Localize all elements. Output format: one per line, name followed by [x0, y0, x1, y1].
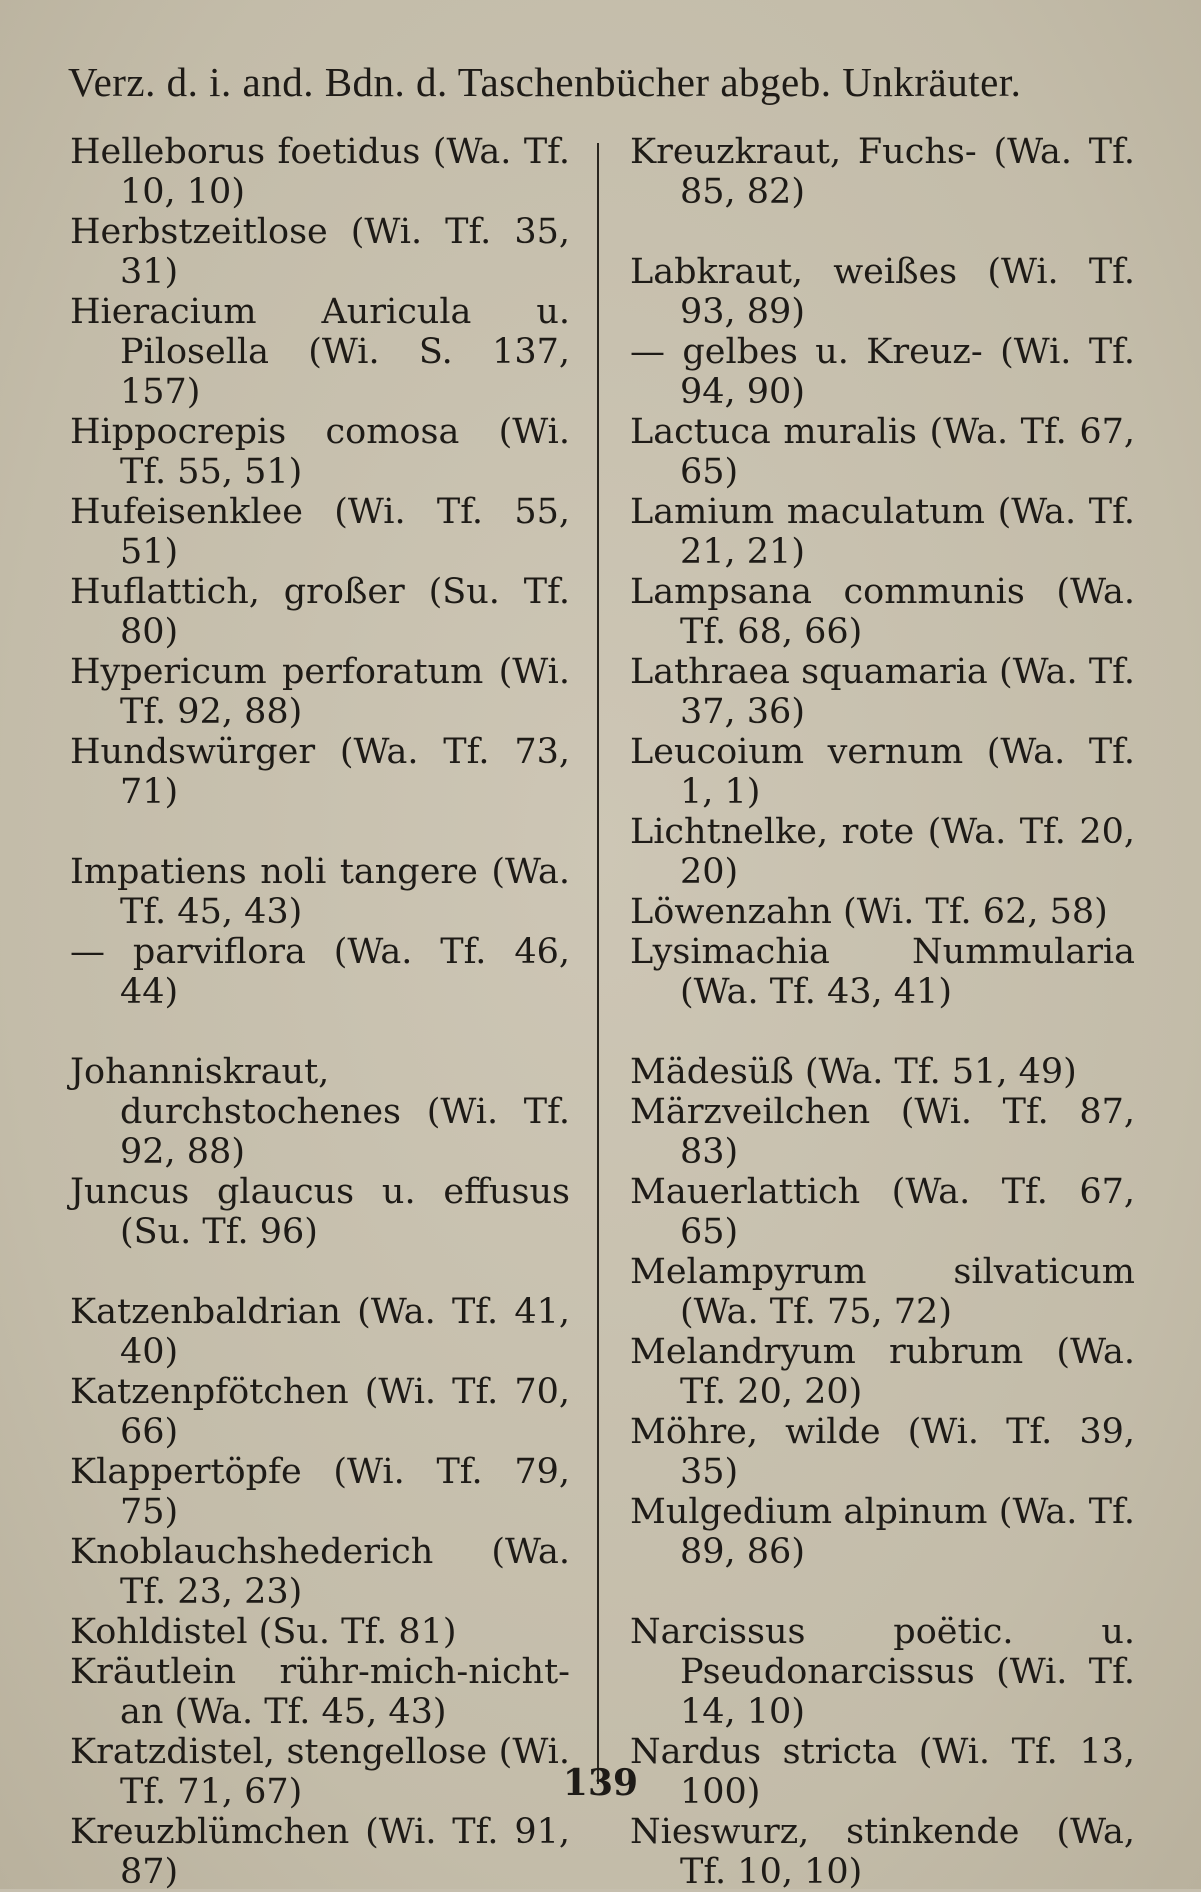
index-entry: — parviflora (Wa. Tf. 46, 44): [70, 932, 570, 1012]
index-entry: Märzveilchen (Wi. Tf. 87, 83): [630, 1092, 1135, 1172]
index-entry: Melampyrum silvaticum (Wa. Tf. 75, 72): [630, 1252, 1135, 1332]
index-entry: Mauerlattich (Wa. Tf. 67, 65): [630, 1172, 1135, 1252]
index-entry: Möhre, wilde (Wi. Tf. 39, 35): [630, 1412, 1135, 1492]
index-entry: Lactuca muralis (Wa. Tf. 67, 65): [630, 412, 1135, 492]
index-entry: Kräutlein rühr-mich-nicht-an (Wa. Tf. 45, 43): [70, 1652, 570, 1732]
index-entry: Lathraea squamaria (Wa. Tf. 37, 36): [630, 652, 1135, 732]
index-entry: Lysimachia Nummularia (Wa. Tf. 43, 41): [630, 932, 1135, 1012]
index-column-right: [630, 132, 1135, 1892]
index-entry: Lichtnelke, rote (Wa. Tf. 20, 20): [630, 812, 1135, 892]
index-entry: Katzenbaldrian (Wa. Tf. 41, 40): [70, 1292, 570, 1372]
index-column-left: [70, 132, 570, 1892]
index-entry: Mädesüß (Wa. Tf. 51, 49): [630, 1052, 1077, 1092]
index-entry: Juncus glaucus u. effusus (Su. Tf. 96): [70, 1172, 570, 1252]
page-number: 139: [562, 1762, 639, 1804]
index-entry: — gelbes u. Kreuz- (Wi. Tf. 94, 90): [630, 332, 1135, 412]
index-entry: Knoblauchshederich (Wa. Tf. 23, 23): [70, 1532, 570, 1612]
index-entry: Kratzdistel, stengellose (Wi. Tf. 71, 67): [70, 1732, 570, 1812]
running-header: Verz. d. i. and. Bdn. d. Taschenbücher abgeb. Unkräuter.: [68, 59, 1022, 105]
index-entry: Löwenzahn (Wi. Tf. 62, 58): [630, 892, 1108, 932]
index-entry: Klappertöpfe (Wi. Tf. 79, 75): [70, 1452, 570, 1532]
index-entry: Nieswurz, stinkende (Wa, Tf. 10, 10): [630, 1812, 1135, 1892]
index-entry: Impatiens noli tangere (Wa. Tf. 45, 43): [70, 852, 570, 932]
index-entry: Hippocrepis comosa (Wi. Tf. 55, 51): [70, 412, 570, 492]
index-entry: Lampsana communis (Wa. Tf. 68, 66): [630, 572, 1135, 652]
index-entry: Lamium maculatum (Wa. Tf. 21, 21): [630, 492, 1135, 572]
index-entry: Kreuzkraut, Fuchs- (Wa. Tf. 85, 82): [630, 132, 1135, 212]
index-entry: Hieracium Auricula u. Pilosella (Wi. S. 137, 157): [70, 292, 570, 412]
index-entry: Narcissus poëtic. u. Pseudonarcissus (Wi. Tf. 14, 10): [630, 1612, 1135, 1732]
index-entry: Mulgedium alpinum (Wa. Tf. 89, 86): [630, 1492, 1135, 1572]
index-entry: Huflattich, großer (Su. Tf. 80): [70, 572, 570, 652]
index-entry: Johanniskraut, durchstochenes (Wi. Tf. 92, 88): [70, 1052, 570, 1172]
index-entry: Katzenpfötchen (Wi. Tf. 70, 66): [70, 1372, 570, 1452]
index-entry: Hypericum perforatum (Wi. Tf. 92, 88): [70, 652, 570, 732]
index-entry: Kohldistel (Su. Tf. 81): [70, 1612, 457, 1652]
index-entry: Leucoium vernum (Wa. Tf. 1, 1): [630, 732, 1135, 812]
index-entry: Helleborus foetidus (Wa. Tf. 10, 10): [70, 132, 570, 212]
column-divider: [597, 143, 599, 1784]
index-entry: Hufeisenklee (Wi. Tf. 55, 51): [70, 492, 570, 572]
index-entry: Nardus stricta (Wi. Tf. 13, 100): [630, 1732, 1135, 1812]
index-entry: Herbstzeitlose (Wi. Tf. 35, 31): [70, 212, 570, 292]
index-entry: Kreuzblümchen (Wi. Tf. 91, 87): [70, 1812, 570, 1892]
index-entry: Labkraut, weißes (Wi. Tf. 93, 89): [630, 252, 1135, 332]
index-entry: Melandryum rubrum (Wa. Tf. 20, 20): [630, 1332, 1135, 1412]
index-entry: Hundswürger (Wa. Tf. 73, 71): [70, 732, 570, 812]
